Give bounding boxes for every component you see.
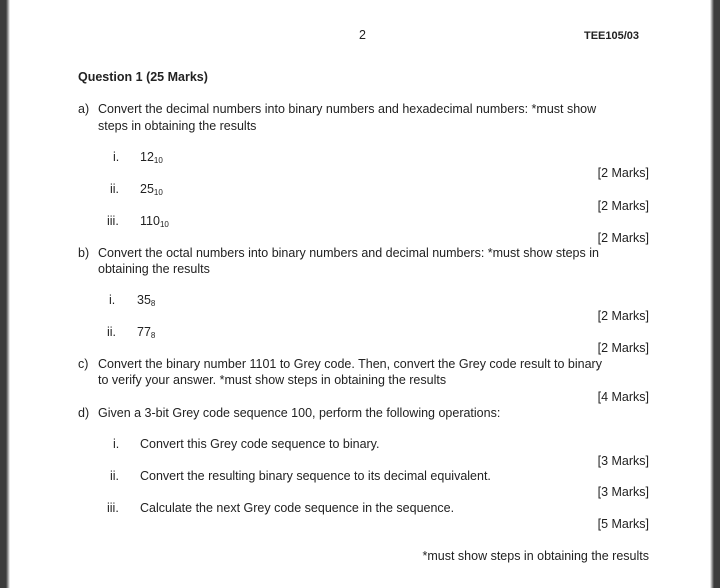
footer-note: *must show steps in obtaining the results bbox=[422, 549, 649, 563]
base-subscript: 10 bbox=[153, 188, 163, 197]
course-code: TEE105/03 bbox=[584, 30, 640, 42]
part-d-item-3-number: iii. bbox=[107, 501, 119, 515]
part-b-label: b) bbox=[78, 246, 90, 260]
part-a-label: a) bbox=[78, 102, 90, 116]
part-a-item-3-marks: [2 Marks] bbox=[597, 231, 649, 245]
part-d-item-2-marks: [3 Marks] bbox=[597, 485, 649, 499]
question-title: Question 1 (25 Marks) bbox=[78, 70, 208, 84]
part-a-item-3-number: iii. bbox=[107, 214, 119, 228]
value-digits: 35 bbox=[137, 293, 151, 307]
viewer-right-edge bbox=[710, 0, 720, 588]
part-b-item-2-marks: [2 Marks] bbox=[597, 341, 649, 355]
part-b-text-line2: obtaining the results bbox=[98, 262, 210, 276]
value-digits: 110 bbox=[140, 214, 160, 228]
base-subscript: 8 bbox=[150, 299, 156, 308]
part-d-item-3-text: Calculate the next Grey code sequence in the sequence. bbox=[140, 501, 455, 515]
base-subscript: 10 bbox=[159, 220, 169, 229]
part-c-text-line1: Convert the binary number 1101 to Grey code. Then, convert the Grey code result to binary bbox=[98, 357, 602, 371]
part-b-item-1-number: i. bbox=[109, 293, 116, 307]
part-b-item-2-value bbox=[137, 324, 155, 340]
base-subscript: 8 bbox=[150, 331, 156, 340]
part-d-item-1-text: Convert this Grey code sequence to binary. bbox=[140, 437, 380, 451]
part-a-item-1-number: i. bbox=[113, 150, 120, 164]
part-c-text-line2: to verify your answer. *must show steps in obtaining the results bbox=[98, 373, 447, 387]
part-a-item-2-number: ii. bbox=[110, 182, 120, 196]
part-d-item-1-number: i. bbox=[113, 437, 120, 451]
value-digits: 12 bbox=[140, 150, 154, 164]
part-a-item-1-marks: [2 Marks] bbox=[597, 166, 649, 180]
part-a-text-line1: Convert the decimal numbers into binary numbers and hexadecimal numbers: *must show bbox=[98, 102, 597, 116]
value-digits: 25 bbox=[140, 182, 154, 196]
part-b-text-line1: Convert the octal numbers into binary numbers and decimal numbers: *must show steps in bbox=[98, 246, 599, 260]
part-d-label: d) bbox=[78, 406, 90, 420]
part-a-text-line2: steps in obtaining the results bbox=[98, 119, 257, 133]
viewer-left-edge bbox=[0, 0, 10, 588]
part-d-item-2-number: ii. bbox=[110, 469, 120, 483]
part-c-label: c) bbox=[78, 357, 89, 371]
base-subscript: 10 bbox=[153, 156, 163, 165]
part-d-item-2-text: Convert the resulting binary sequence to its decimal equivalent. bbox=[140, 469, 491, 483]
value-digits: 77 bbox=[137, 325, 151, 339]
part-c-marks: [4 Marks] bbox=[597, 390, 649, 404]
part-a-item-2-value bbox=[140, 181, 163, 197]
part-d-item-1-marks: [3 Marks] bbox=[597, 454, 649, 468]
part-a-item-3-value bbox=[140, 213, 169, 229]
part-a-item-2-marks: [2 Marks] bbox=[597, 199, 649, 213]
part-d-item-3-marks: [5 Marks] bbox=[597, 517, 649, 531]
part-a-item-1-value bbox=[140, 149, 163, 165]
part-b-item-1-marks: [2 Marks] bbox=[597, 309, 649, 323]
page-number: 2 bbox=[359, 28, 366, 42]
part-b-item-2-number: ii. bbox=[107, 325, 117, 339]
part-d-text-line1: Given a 3-bit Grey code sequence 100, perform the following operations: bbox=[98, 406, 501, 420]
part-b-item-1-value bbox=[137, 292, 155, 308]
